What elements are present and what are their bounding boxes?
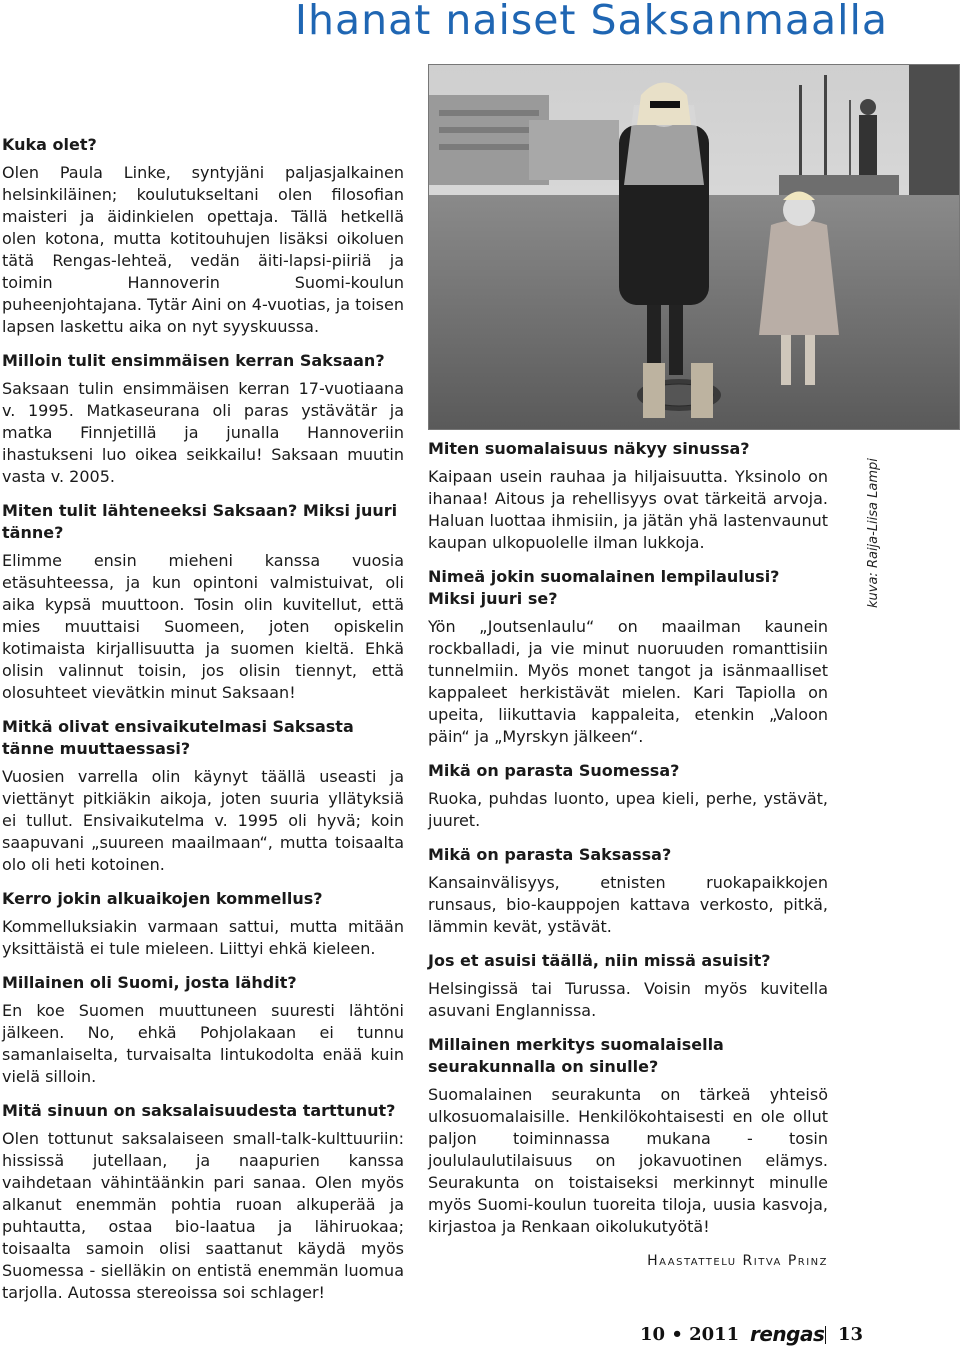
answer: Ruoka, puhdas luonto, upea kieli, perhe, ystävät, juuret. — [428, 789, 828, 830]
answer: Helsingissä tai Turussa. Voisin myös kuvitella asuvani Englannissa. — [428, 979, 828, 1020]
answer: Olen tottunut saksalaiseen small-talk-kulttuuriin: hississä jutellaan, ja naapurien kanssa vaihdetaan vähintäänkin pari sanaa. Olen myös alkanut enemmän pohtia ruoan alkuperää ja puhtautta, ostaa bio-laatua ja lähiruokaa; toisaalta samoin olisi saattanut käydä myös Suomessa - sielläkin on entistä enemmän luomua tarjolla. Autossa stereoissa soi schlager! — [2, 1129, 404, 1302]
left-column — [2, 134, 404, 1316]
question: Milloin tulit ensimmäisen kerran Saksaan? — [2, 351, 385, 370]
question: Mitä sinuun on saksalaisuudesta tarttunut? — [2, 1101, 396, 1120]
question: Kerro jokin alkuaikojen kommellus? — [2, 889, 323, 908]
answer: Vuosien varrella olin käynyt täällä useasti ja viettänyt pitkiäkin aikoja, joten suuria yllätyksiä ei tullut. Ensivaikutelma v. 1995 oli hyvä; koin saapuvani „suureen maailmaan“, mutta toisaalta olo oli heti kotoinen. — [2, 767, 404, 874]
article-photo — [428, 64, 960, 430]
footer-divider — [825, 1326, 826, 1344]
answer: Saksaan tulin ensimmäisen kerran 17-vuotiaana v. 1995. Matkaseurana oli paras ystävätär ja matka Finnjetillä ja junalla Hannoveriin ihastukseni luo oikea seikkailu! Saksaan muutin vasta v. 2005. — [2, 379, 404, 486]
answer: Olen Paula Linke, syntyjäni paljasjalkainen helsinkiläinen; koulutukseltani olen filosofian maisteri ja äidinkielen opettaja. Tällä hetkellä olen kotona, mutta kotitouhujen lisäksi oikoluen tätä Rengas-lehteä, vedän äiti-lapsi-piiriä ja toimin Hannoverin Suomi-koulun puheenjohtajana. Tytär Aini on 4-vuotias, ja toisen lapsen laskettu aika on nyt syyskuussa. — [2, 163, 404, 336]
answer: Elimme ensin mieheni kanssa vuosia etäsuhteessa, ja kun opintoni valmistuivat, oli aika kypsä muuttoon. Tosin olin kuvitellut, että mies muuttaisi Suomeen, joten opiskelin kotimaista kirjallisuutta ja suomen kieltä. Ehkä olisin valinnut toisin, jos olisin tiennyt, että olosuhteet vievätkin minut Saksaan! — [2, 551, 404, 702]
photo-credit — [866, 458, 886, 628]
answer: Yön „Joutsenlaulu“ on maailman kaunein rockballadi, ja vie minut nuoruuden romanttisiin tunnelmiin. Myös monet tangot ja isänmaalliset kappaleet herkistävät mielen. Kari Tapiolla on upeita, liikuttavia kappaleita, etenkin „Valoon päin“ ja „Myrskyn jälkeen“. — [428, 617, 828, 746]
question: Millainen merkitys suomalaisella seurakunnalla on sinulle? — [428, 1035, 724, 1076]
magazine-logo: rengas — [750, 1322, 825, 1346]
article-title: Ihanat naiset Saksanmaalla — [294, 0, 888, 44]
question: Mitkä olivat ensivaikutelmasi Saksasta tänne muuttaessasi? — [2, 717, 354, 758]
answer: Kansainvälisyys, etnisten ruokapaikkojen runsaus, bio-kauppojen kattava verkosto, pitkä, lämmin kevät, ystävät. — [428, 873, 828, 936]
question: Jos et asuisi täällä, niin missä asuisit? — [428, 951, 771, 970]
byline: Haastattelu Ritva Prinz — [647, 1253, 828, 1269]
answer: En koe Suomen muuttuneen suuresti lähtöni jälkeen. No, ehkä Pohjolakaan ei tunnu samanlaiselta, turvaisalta lintukodolta enää kuin vielä silloin. — [2, 1001, 404, 1086]
photo-credit-text: kuva: Raija-Liisa Lampi — [866, 458, 881, 608]
answer: Kaipaan usein rauhaa ja hiljaisuutta. Yksinolo on ihanaa! Aitous ja rehellisyys ovat tärkeitä arvoja. Haluan luottaa ihmisiin, ja jätän yhä lastenvaunut kaupan ulkopuolelle ilman lukkoja. — [428, 467, 828, 552]
answer: Kommelluksiakin varmaan sattui, mutta mitään yksittäistä ei tule mieleen. Liittyi ehkä kieleen. — [2, 917, 404, 958]
page-number: 13 — [838, 1324, 864, 1345]
question: Kuka olet? — [2, 135, 97, 154]
issue-number: 10 • 2011 — [640, 1324, 740, 1345]
question: Mikä on parasta Suomessa? — [428, 761, 680, 780]
question: Mikä on parasta Saksassa? — [428, 845, 672, 864]
page-footer — [640, 1320, 880, 1350]
photo-mother-and-daughter-harbour — [429, 65, 959, 429]
question: Miten suomalaisuus näkyy sinussa? — [428, 439, 750, 458]
question: Nimeä jokin suomalainen lempilaulusi? Miksi juuri se? — [428, 567, 780, 608]
question: Miten tulit lähteneeksi Saksaan? Miksi juuri tänne? — [2, 501, 398, 542]
answer: Suomalainen seurakunta on tärkeä yhteisö ulkosuomalaisille. Henkilökohtaisesti en ole ollut paljon toiminnassa mukana - tosin joululaulutilaisuus on jokavuotinen elämys. Seurakunta on toistaiseksi merkinnyt minulle myös Suomi-koulun tuoreita tiloja, uusia kasvoja, kirjastoa ja Renkaan oikolukutyötä! — [428, 1085, 828, 1236]
right-column — [428, 438, 828, 1272]
question: Millainen oli Suomi, josta lähdit? — [2, 973, 297, 992]
